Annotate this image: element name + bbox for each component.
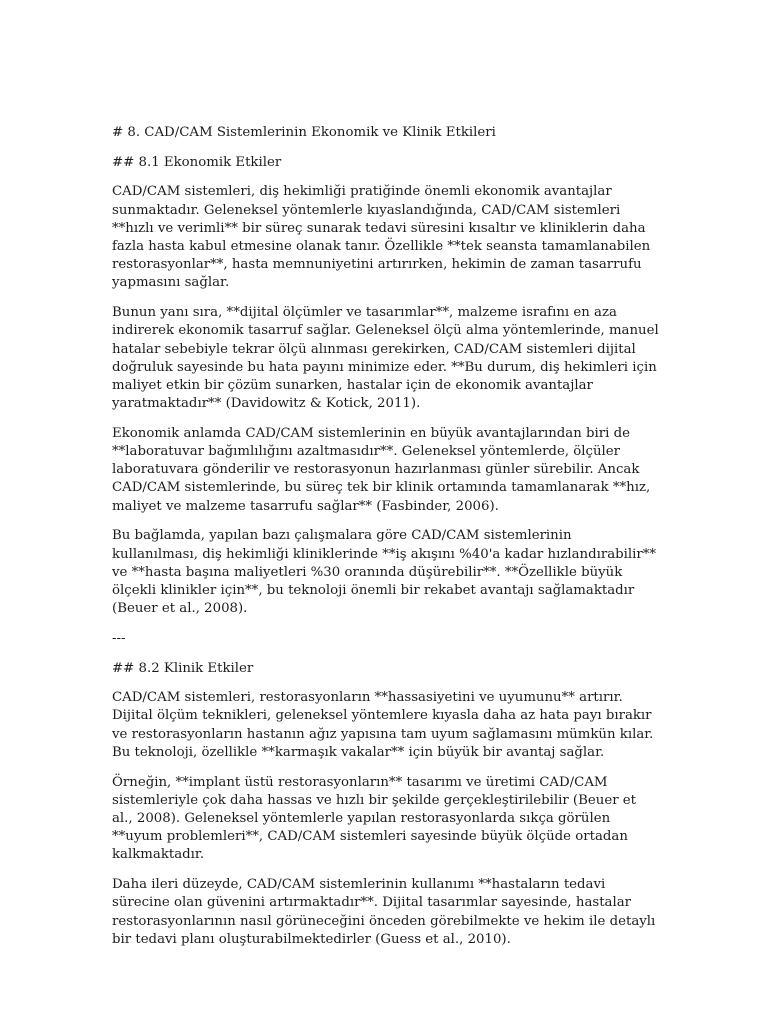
paragraph: Ekonomik anlamda CAD/CAM sistemlerinin en büyük avantajlarından biri de **laboratuvar bağımlılığını azaltmasıdır**. Geleneksel yöntemlerde, ölçüler laboratuvara gönderilir ve restorasyonun hazırlanması günler sürebilir. Ancak CAD/CAM sistemlerinde, bu süreç tek bir klinik ortamında tamamlanarak **hız, maliyet ve malzeme tasarrufu sağlar** (Fasbinder, 2006). — [112, 425, 651, 514]
paragraph: Daha ileri düzeyde, CAD/CAM sistemlerinin kullanımı **hastaların tedavi sürecine olan güvenini artırmaktadır**. Dijital tasarımlar sayesinde, hastalar restorasyonlarının nasıl görüneceğini önceden görebilmekte ve hekim ile detaylı bir tedavi planı oluşturabilmektedirler (Guess et al., 2010). — [112, 877, 656, 947]
section-separator: --- — [112, 630, 126, 646]
paragraph: Bunun yanı sıra, **dijital ölçümler ve tasarımlar**, malzeme israfını en aza indirerek ekonomik tasarruf sağlar. Geleneksel ölçü alma yöntemlerinde, manuel hatalar sebebiyle tekrar ölçü alınması gerekirken, CAD/CAM sistemleri dijital doğruluk sayesinde bu hata payını minimize eder. **Bu durum, diş hekimleri için maliyet etkin bir çözüm sunarken, hastalar için de ekonomik avantajlar yaratmaktadır** (Davidowitz & Kotick, 2011). — [112, 305, 659, 412]
document-page — [112, 124, 660, 960]
paragraph: CAD/CAM sistemleri, diş hekimliği pratiğinde önemli ekonomik avantajlar sunmaktadır. Geleneksel yöntemlerle kıyaslandığında, CAD/CAM sistemleri **hızlı ve verimli** bir süreç sunarak tedavi süresini kısaltır ve kliniklerin daha fazla hasta kabul etmesine olanak tanır. Özellikle **tek seansta tamamlanabilen restorasyonlar**, hasta memnuniyetini artırırken, hekimin de zaman tasarrufu yapmasını sağlar. — [112, 184, 651, 291]
paragraph: Bu bağlamda, yapılan bazı çalışmalara göre CAD/CAM sistemlerinin kullanılması, diş hekimliği kliniklerinde **iş akışını %40'a kadar hızlandırabilir** ve **hasta başına maliyetleri %30 oranında düşürebilir**. **Özellikle büyük ölçekli klinikler için**, bu teknoloji önemli bir rekabet avantajı sağlamaktadır (Beuer et al., 2008). — [112, 528, 657, 617]
section-heading-clinical: ## 8.2 Klinik Etkiler — [112, 660, 254, 676]
document-title: # 8. CAD/CAM Sistemlerinin Ekonomik ve Klinik Etkileri — [112, 125, 496, 140]
paragraph: CAD/CAM sistemleri, restorasyonların **hassasiyetini ve uyumunu** artırır. Dijital ölçüm teknikleri, geleneksel yöntemlere kıyasla daha az hata payı bırakır ve restorasyonların hastanın ağız yapısına tam uyum sağlamasını mümkün kılar. Bu teknoloji, özellikle **karmaşık vakalar** için büyük bir avantaj sağlar. — [112, 690, 654, 760]
section-heading-economic: ## 8.1 Ekonomik Etkiler — [112, 154, 282, 170]
paragraph: Örneğin, **implant üstü restorasyonların** tasarımı ve üretimi CAD/CAM sistemleriyle çok daha hassas ve hızlı bir şekilde gerçekleştirilebilir (Beuer et al., 2008). Geleneksel yöntemlerle yapılan restorasyonlarda sıkça görülen **uyum problemleri**, CAD/CAM sistemleri sayesinde büyük ölçüde ortadan kalkmaktadır. — [112, 774, 636, 863]
